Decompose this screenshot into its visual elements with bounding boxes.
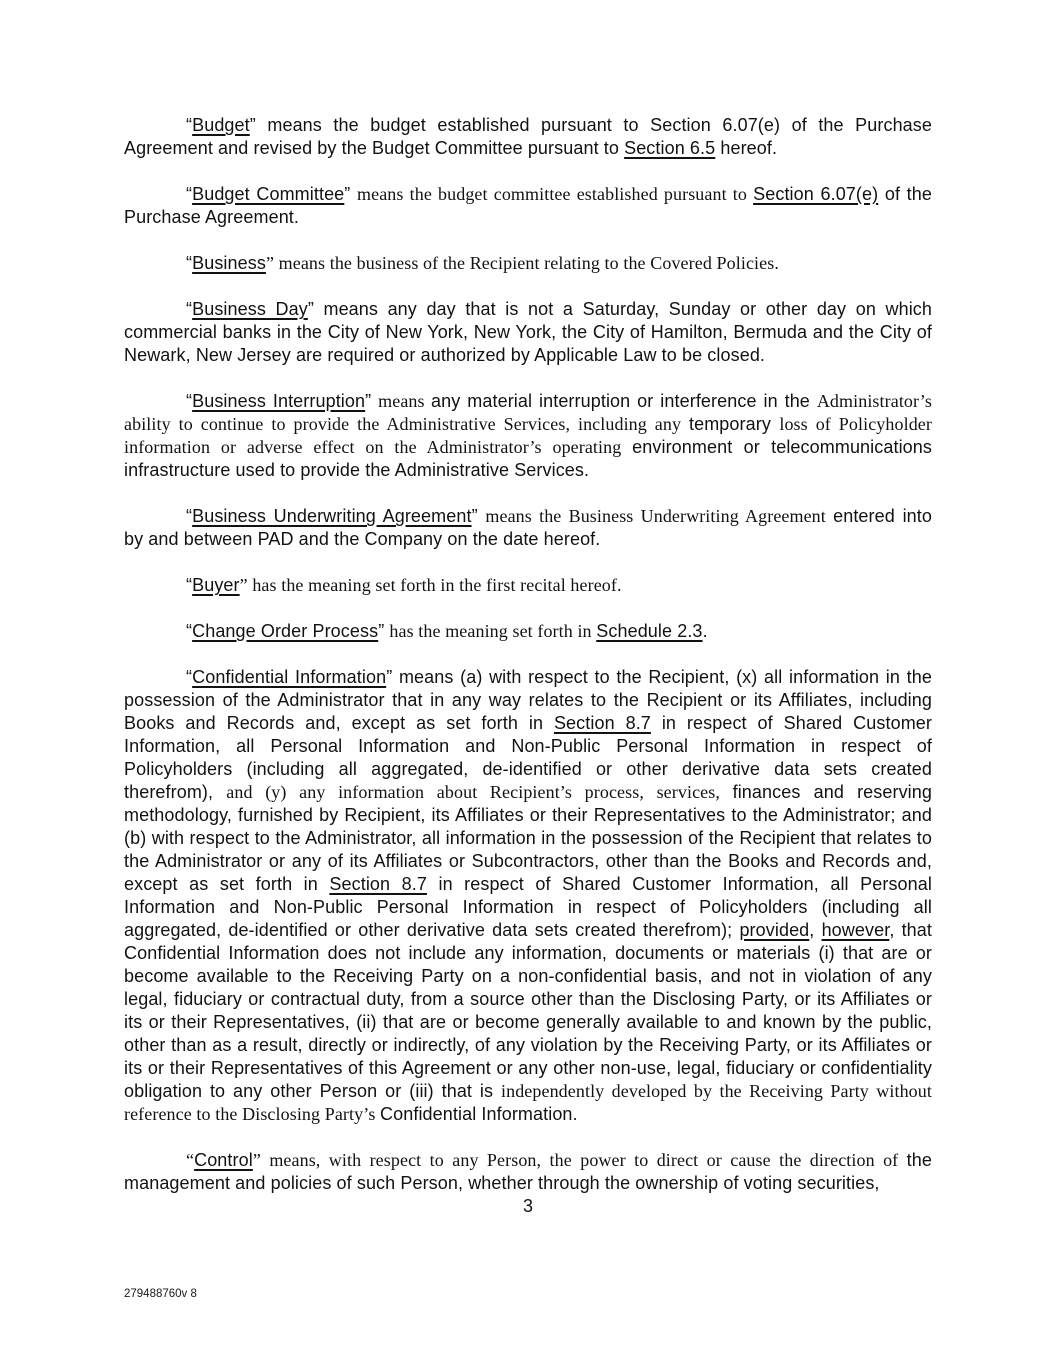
defined-term: Business Day [192, 299, 308, 319]
defined-term: Schedule 2.3 [596, 621, 703, 641]
text-run: “ [186, 506, 193, 526]
defined-term: Business [192, 253, 266, 273]
text-run: ” means, with respect to any Person, the power to direct or cause the direction of [252, 1150, 907, 1170]
defined-term: provided [739, 920, 810, 940]
paragraph [124, 390, 932, 482]
defined-term: Change Order Process [192, 621, 379, 641]
text-run: . [702, 621, 708, 641]
document-body [124, 114, 932, 1218]
text-run: , that Confidential Information does not include any information, documents or materials (i) that are or become available to the Receiving Party on a non-confidential basis, and not in violation of any legal, fiduciary or contractual duty, from a source other than the Disclosing Party, or its Affiliates or its or their Representatives, (ii) that are or become generally available to and known by the public, other than as a result, directly or indirectly, of any violation by the Receiving Party, or its Affiliates or its or their Representatives of this Agreement or any other non-use, legal, fiduciary or confidentiality obligation to any other Person or (iii) that is [124, 920, 932, 1101]
paragraph [124, 574, 932, 597]
text-run: and (y) any information about Recipient’s process, services, [226, 782, 733, 802]
paragraph [124, 252, 932, 275]
text-run: “ [186, 621, 193, 641]
text-run: “ [186, 299, 193, 319]
text-run: “ [186, 184, 193, 204]
text-run: environment or telecommunications infrastructure used to provide the Administrative Services. [124, 437, 932, 480]
text-run: “ [186, 575, 193, 595]
text-run: ” [365, 391, 379, 411]
text-run: Administrator’s ability to continue to provide the Administrative Services, including any [124, 391, 932, 434]
text-run: means [378, 391, 432, 411]
text-run: ” means the budget established pursuant to Section 6.07(e) of the Purchase Agreement and revised by the Budget Committee pursuant to [124, 115, 932, 158]
text-run: “ [186, 1150, 195, 1170]
text-run: of the Purchase Agreement. [124, 184, 932, 227]
text-run: means the Business Underwriting Agreement [485, 506, 834, 526]
paragraph [124, 666, 932, 1126]
text-run: ” means (a) with respect to the Recipient, (x) all information in the possession of the Administrator that in any way relates to the Recipient or its Affiliates, including Books and Records and, except as set forth in [124, 667, 932, 733]
defined-term: Budget [192, 115, 250, 135]
text-run: ” [471, 506, 486, 526]
text-run: ” has the meaning set forth in the first recital hereof. [239, 575, 622, 595]
paragraph [124, 620, 932, 643]
text-run: the management and policies of such Person, whether through the ownership of voting securities, [124, 1150, 932, 1193]
text-run: any material interruption or interference in the [431, 391, 817, 411]
paragraph [124, 114, 932, 160]
text-run: Confidential Information. [380, 1104, 578, 1124]
text-run: in respect of Shared Customer Information, all Personal Information and Non-Public Personal Information in respect of Policyholders (including all aggregated, de-identified or other derivative data sets created therefrom), [124, 713, 933, 802]
paragraph [124, 298, 932, 367]
definitions-section [124, 114, 932, 1195]
text-run: finances and reserving methodology, furnished by Recipient, its Affiliates or their Representatives to the Administrator; and (b) with respect to the Administrator, all information in the possession of the Recipient that relates to the Administrator or any of its Affiliates or Subcontractors, other than the Books and Records and, except as set forth in [124, 782, 933, 894]
text-run: entered into by and between PAD and the Company on the date hereof. [124, 506, 932, 549]
text-run: independently developed by the Receiving Party without reference to the Disclosing Party’s [124, 1081, 932, 1124]
text-run: “ [186, 253, 193, 273]
text-run: “ [186, 115, 193, 135]
paragraph [124, 1149, 932, 1195]
text-run: means the budget committee established pursuant to [357, 184, 754, 204]
defined-term: however [821, 920, 890, 940]
defined-term: Budget Committee [192, 184, 345, 204]
defined-term: Control [194, 1150, 253, 1170]
paragraph [124, 505, 932, 551]
text-run: loss of Policyholder information or adverse effect on the Administrator’s operating [124, 414, 932, 457]
defined-term: Buyer [192, 575, 240, 595]
defined-term: Section 8.7 [553, 713, 651, 733]
document-id-footer: 279488760v 8 [124, 1288, 197, 1300]
defined-term: Confidential Information [192, 667, 387, 687]
text-run: temporary [689, 414, 780, 434]
text-run: in respect of Shared Customer Information, all Personal Information and Non-Public Personal Information in respect of Policyholders (including all aggregated, de-identified or other derivative data sets created therefrom); [124, 874, 932, 940]
text-run: ” means the business of the Recipient relating to the Covered Policies. [265, 253, 779, 273]
defined-term: Section 6.5 [624, 138, 716, 158]
defined-term: Section 6.07(e) [753, 184, 879, 204]
text-run: ” [344, 184, 358, 204]
paragraph [124, 183, 932, 229]
defined-term: Business Interruption [192, 391, 366, 411]
text-run: “ [186, 391, 193, 411]
defined-term: Business Underwriting Agreement [192, 506, 472, 526]
text-run: ” [378, 621, 390, 641]
page-number: 3 [522, 1196, 533, 1216]
text-run: has the meaning set forth in [389, 621, 597, 641]
text-run: , [809, 920, 822, 940]
text-run: ” means any day that is not a Saturday, Sunday or other day on which commercial banks in the City of New York, New York, the City of Hamilton, Bermuda and the City of Newark, New Jersey are required or authorized by Applicable Law to be closed. [124, 299, 933, 365]
text-run: “ [186, 667, 193, 687]
text-run: hereof. [715, 138, 778, 158]
defined-term: Section 8.7 [329, 874, 427, 894]
